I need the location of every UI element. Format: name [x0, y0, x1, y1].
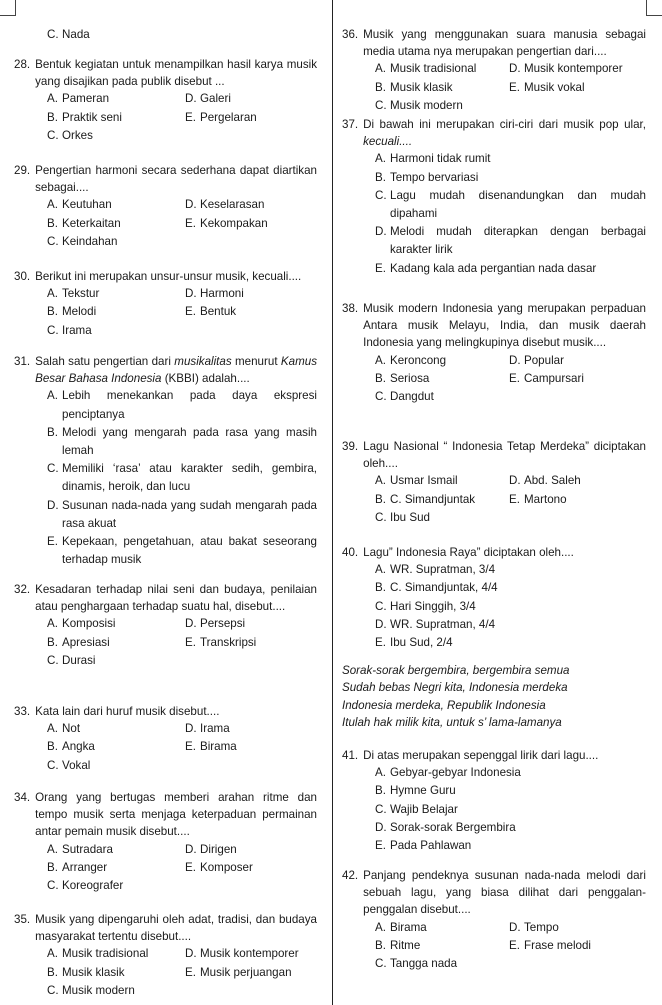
- option[interactable]: D. Musik kontemporer: [185, 947, 299, 961]
- question-36: [342, 26, 646, 116]
- option[interactable]: A. Musik tradisional: [375, 62, 477, 76]
- lyric-line: Itulah hak milik kita, untuk s’ lama-lamanya: [342, 716, 562, 730]
- lyric-line: Sudah bebas Negri kita, Indonesia merdeka: [342, 681, 568, 695]
- option[interactable]: C. Durasi: [47, 653, 96, 667]
- option[interactable]: B. Musik klasik: [375, 80, 453, 94]
- question-31: [14, 353, 317, 581]
- question-number: 38.: [342, 302, 359, 315]
- option[interactable]: B. C. Simandjuntak, 4/4: [375, 581, 498, 595]
- option[interactable]: B. Melodi yang mengarah pada rasa yang masih lemah: [47, 425, 317, 458]
- question-stem: Lagu” Indonesia Raya” diciptakan oleh....: [363, 546, 574, 559]
- question-stem: Lagu Nasional “ Indonesia Tetap Merdeka” diciptakan oleh....: [363, 440, 646, 471]
- option[interactable]: C. Musik modern: [375, 98, 463, 112]
- option[interactable]: D. Musik kontemporer: [509, 62, 623, 76]
- option[interactable]: B. Ritme: [375, 938, 421, 952]
- option[interactable]: C. Lagu mudah disenandungkan dan mudah dipahami: [375, 188, 646, 221]
- option[interactable]: B. C. Simandjuntak: [375, 492, 476, 506]
- option[interactable]: D. Irama: [185, 722, 230, 736]
- option[interactable]: C. Musik modern: [47, 983, 135, 997]
- option[interactable]: E. Kadang kala ada pergantian nada dasar: [375, 261, 597, 275]
- question-number: 29.: [14, 164, 31, 177]
- question-stem: Di bawah ini merupakan ciri-ciri dari musik pop ular, kecuali....: [363, 118, 646, 149]
- crop-mark: [646, 0, 647, 16]
- option[interactable]: D. Susunan nada-nada yang sudah mengarah pada rasa akuat: [47, 498, 317, 530]
- option[interactable]: B. Arranger: [47, 860, 108, 874]
- question-number: 40.: [342, 546, 359, 559]
- crop-mark: [646, 15, 662, 16]
- option[interactable]: E. Kepekaan, pengetahuan, atau bakat seseorang terhadap musik: [47, 535, 317, 567]
- option[interactable]: D. Persepsi: [185, 617, 246, 631]
- question-34: [14, 789, 317, 911]
- option[interactable]: C. Memiliki ‘rasa’ atau karakter sedih, gembira, dinamis, heroik, dan lucu: [47, 462, 317, 494]
- option[interactable]: A. Usmar Ismail: [375, 474, 458, 488]
- option[interactable]: D. Abd. Saleh: [509, 474, 581, 488]
- option[interactable]: B. Musik klasik: [47, 965, 125, 979]
- question-37: [342, 116, 646, 300]
- option[interactable]: D. Keselarasan: [185, 198, 265, 212]
- option[interactable]: A. Lebih menekankan pada daya ekspresi penciptanya: [47, 389, 317, 421]
- option[interactable]: A. Not: [47, 722, 81, 736]
- option[interactable]: A. Gebyar-gebyar Indonesia: [375, 766, 521, 780]
- lyric-line: Indonesia merdeka, Republik Indonesia: [342, 698, 546, 712]
- option[interactable]: D. Popular: [509, 353, 564, 367]
- question-40: [342, 544, 646, 662]
- option[interactable]: A. WR. Supratman, 3/4: [375, 563, 496, 577]
- lyric-line: Sorak-sorak bergembira, bergembira semua: [342, 664, 570, 677]
- option[interactable]: A. Tekstur: [47, 287, 100, 301]
- question-number: 42.: [342, 869, 359, 882]
- option[interactable]: E. Kekompakan: [185, 216, 268, 230]
- option[interactable]: A. Keutuhan: [47, 198, 112, 212]
- option[interactable]: A. Pameran: [47, 92, 110, 106]
- column-divider: [332, 0, 333, 1005]
- option[interactable]: A. Keroncong: [375, 353, 447, 367]
- option[interactable]: B. Apresiasi: [47, 635, 110, 649]
- right-column: [342, 26, 646, 973]
- option[interactable]: C. Ibu Sud: [375, 510, 430, 524]
- option[interactable]: D. Sorak-sorak Bergembira: [375, 820, 516, 834]
- question-27-tail: [14, 26, 317, 56]
- option[interactable]: E. Birama: [185, 740, 237, 754]
- option[interactable]: A. Birama: [375, 920, 427, 934]
- question-39: [342, 438, 646, 544]
- option[interactable]: B. Angka: [47, 740, 95, 754]
- question-number: 41.: [342, 749, 359, 762]
- option[interactable]: B. Seriosa: [375, 371, 430, 385]
- option[interactable]: C. Tangga nada: [375, 957, 458, 971]
- question-number: 32.: [14, 583, 31, 596]
- question-stem: Panjang pendeknya susunan nada-nada melodi dari sebuah lagu, yang biasa dilihat dari penggalan-penggalan disebut....: [363, 869, 646, 917]
- option[interactable]: D. Tempo: [509, 920, 559, 934]
- question-stem: Pengertian harmoni secara sederhana dapat diartikan sebagai....: [35, 164, 317, 195]
- option[interactable]: E. Musik perjuangan: [185, 965, 292, 979]
- question-33: [14, 703, 317, 789]
- option[interactable]: B. Keterkaitan: [47, 216, 121, 230]
- option[interactable]: E. Campursari: [509, 371, 584, 385]
- option[interactable]: C. Vokal: [47, 758, 91, 772]
- question-stem: Musik yang menggunakan suara manusia sebagai media utama nya merupakan pengertian dari....: [363, 28, 646, 59]
- option[interactable]: E. Bentuk: [185, 305, 237, 319]
- option[interactable]: D. Melodi mudah diterapkan dengan berbagai karakter lirik: [375, 225, 646, 257]
- question-38: [342, 300, 646, 438]
- option[interactable]: E. Pergelaran: [185, 110, 257, 124]
- question-stem: Berikut ini merupakan unsur-unsur musik, kecuali....: [35, 270, 302, 283]
- option[interactable]: E. Pada Pahlawan: [375, 839, 472, 853]
- question-35: [14, 911, 317, 1000]
- option-text: Nada: [62, 28, 90, 41]
- option[interactable]: B. Tempo bervariasi: [375, 170, 479, 184]
- question-number: 37.: [342, 118, 359, 131]
- option[interactable]: D. Harmoni: [185, 287, 244, 301]
- question-stem: Di atas merupakan sepenggal lirik dari lagu....: [363, 749, 599, 762]
- option[interactable]: C. Wajib Belajar: [375, 802, 458, 816]
- question-number: 35.: [14, 913, 31, 926]
- question-32: [14, 581, 317, 703]
- question-stem: Musik modern Indonesia yang merupakan perpaduan Antara musik Melayu, India, dan musik daerah Indonesia yang melingkupinya disebut musik....: [363, 302, 646, 350]
- option[interactable]: C. Keindahan: [47, 234, 118, 248]
- option[interactable]: D. Dirigen: [185, 842, 237, 856]
- option[interactable]: C. Hari Singgih, 3/4: [375, 599, 476, 613]
- option[interactable]: E. Komposer: [185, 860, 253, 874]
- option[interactable]: C. Irama: [47, 323, 92, 337]
- question-stem: Kata lain dari huruf musik disebut....: [35, 705, 220, 718]
- question-number: 31.: [14, 355, 31, 368]
- question-stem: Salah satu pengertian dari musikalitas menurut Kamus Besar Bahasa Indonesia (KBBI) adalah....: [35, 355, 317, 386]
- option-letter: C.: [47, 28, 59, 41]
- question-stem: Kesadaran terhadap nilai seni dan budaya, penilaian atau penghargaan terhadap suatu hal, disebut....: [35, 583, 317, 614]
- question-28: [14, 56, 317, 162]
- question-number: 30.: [14, 270, 31, 283]
- option[interactable]: D. WR. Supratman, 4/4: [375, 617, 496, 631]
- option[interactable]: E. Musik vokal: [509, 80, 585, 94]
- question-42: [342, 867, 646, 973]
- option[interactable]: B. Praktik seni: [47, 110, 122, 124]
- question-29: [14, 162, 317, 268]
- option[interactable]: E. Frase melodi: [509, 938, 592, 952]
- question-number: 39.: [342, 440, 359, 453]
- option[interactable]: C. Dangdut: [375, 390, 434, 404]
- option[interactable]: E. Martono: [509, 492, 567, 506]
- option[interactable]: A. Harmoni tidak rumit: [375, 152, 491, 166]
- option[interactable]: C. Koreografer: [47, 879, 124, 893]
- option[interactable]: A. Sutradara: [47, 842, 113, 856]
- question-41: [342, 747, 646, 867]
- option[interactable]: B. Melodi: [47, 305, 97, 319]
- question-30: [14, 268, 317, 353]
- lyric-excerpt: [342, 662, 646, 747]
- option[interactable]: E. Transkripsi: [185, 635, 257, 649]
- question-number: 33.: [14, 705, 31, 718]
- option[interactable]: C. Orkes: [47, 128, 93, 142]
- option[interactable]: B. Hymne Guru: [375, 784, 456, 798]
- question-number: 34.: [14, 791, 31, 804]
- question-number: 36.: [342, 28, 359, 41]
- question-stem: Musik yang dipengaruhi oleh adat, tradisi, dan budaya masyarakat tertentu disebut....: [35, 913, 317, 944]
- question-stem: Orang yang bertugas memberi arahan ritme dan tempo musik serta menjaga keterpaduan permainan antar pemain musik disebut....: [35, 791, 317, 839]
- question-stem: Bentuk kegiatan untuk menampilkan hasil karya musik yang disajikan pada publik disebut ...: [35, 58, 317, 89]
- option[interactable]: A. Musik tradisional: [47, 947, 149, 961]
- option[interactable]: A. Komposisi: [47, 617, 116, 631]
- left-column: [14, 26, 317, 1000]
- option[interactable]: D. Galeri: [185, 92, 231, 106]
- crop-mark: [0, 15, 16, 16]
- crop-mark: [15, 0, 16, 16]
- question-number: 28.: [14, 58, 31, 71]
- option[interactable]: E. Ibu Sud, 2/4: [375, 636, 453, 650]
